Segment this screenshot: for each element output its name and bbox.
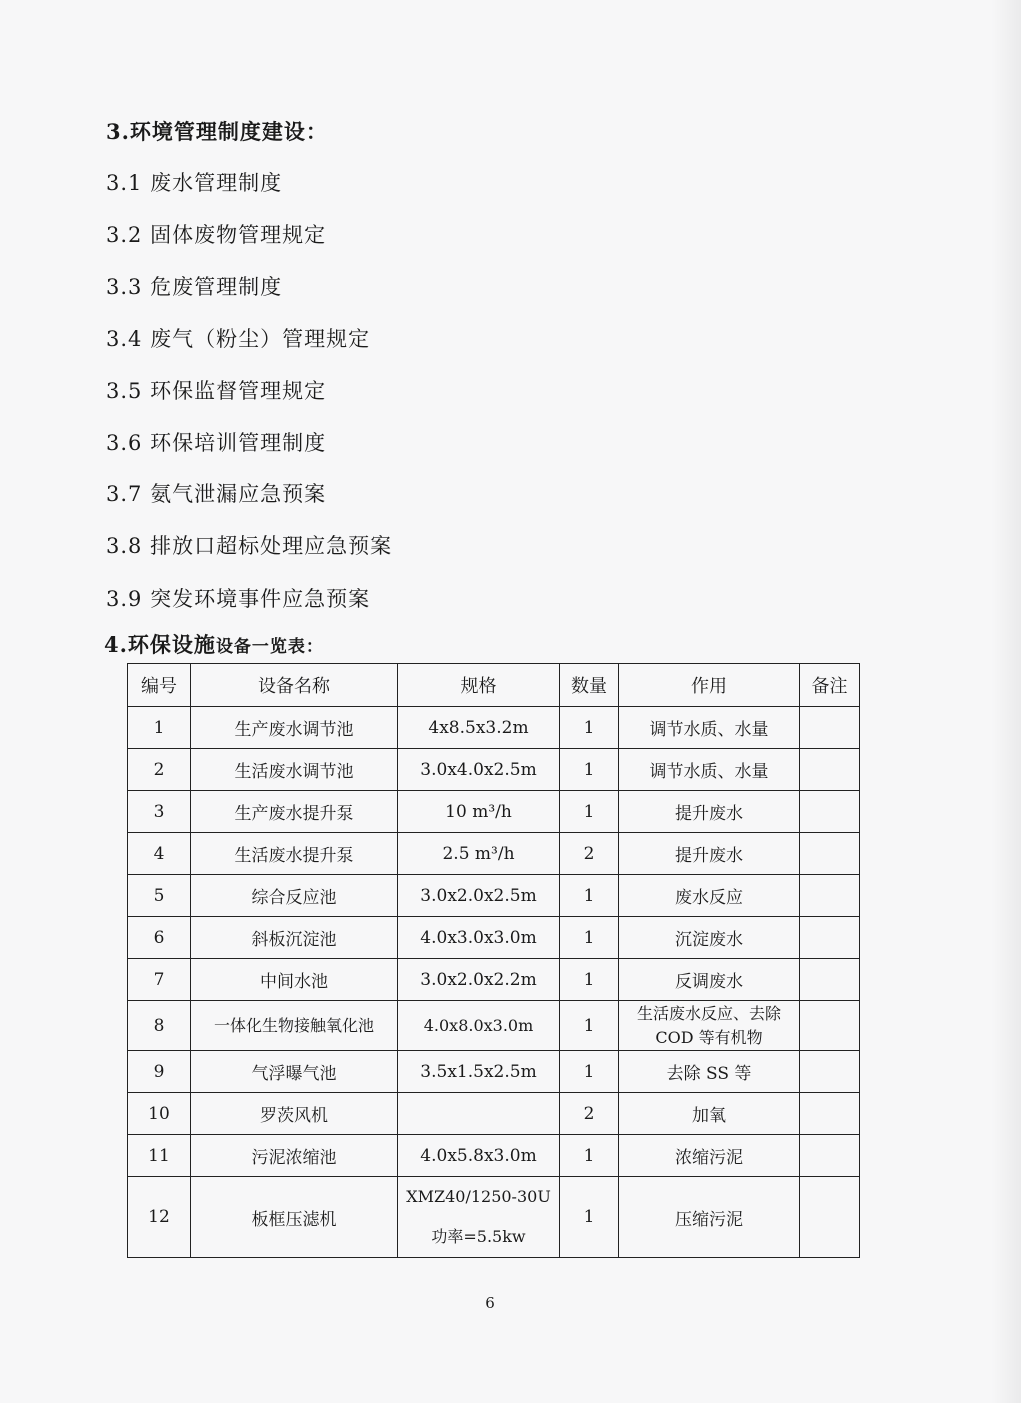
cell-spec: 3.0x4.0x2.5m bbox=[398, 749, 560, 791]
cell-spec bbox=[398, 1093, 560, 1135]
cell-no: 1 bbox=[128, 707, 191, 749]
cell-use: 调节水质、水量 bbox=[619, 707, 800, 749]
table-row bbox=[128, 833, 860, 875]
page-number: 6 bbox=[485, 1294, 495, 1312]
cell-use-line: COD 等有机物 bbox=[655, 1027, 763, 1047]
cell-note bbox=[800, 1093, 860, 1135]
cell-note bbox=[800, 917, 860, 959]
policy-item: 3.3 危废管理制度 bbox=[106, 275, 283, 299]
scan-edge-shadow bbox=[991, 0, 1021, 1403]
cell-use-line: 生活废水反应、去除 bbox=[636, 1003, 781, 1023]
table-row bbox=[128, 875, 860, 917]
cell-use: 提升废水 bbox=[619, 791, 800, 833]
cell-spec: 3.0x2.0x2.5m bbox=[398, 875, 560, 917]
cell-qty: 1 bbox=[560, 791, 619, 833]
table-row bbox=[128, 1093, 860, 1135]
cell-use bbox=[619, 1001, 800, 1051]
cell-qty: 2 bbox=[560, 1093, 619, 1135]
header-cell: 编号 bbox=[128, 664, 191, 707]
cell-note bbox=[800, 707, 860, 749]
section-3-heading: 3.环境管理制度建设： bbox=[106, 119, 328, 144]
cell-note bbox=[800, 1135, 860, 1177]
table-row bbox=[128, 1051, 860, 1093]
cell-use: 沉淀废水 bbox=[619, 917, 800, 959]
policy-item: 3.5 环保监督管理规定 bbox=[106, 379, 327, 403]
cell-name: 污泥浓缩池 bbox=[191, 1135, 398, 1177]
policy-item: 3.7 氨气泄漏应急预案 bbox=[106, 482, 327, 506]
cell-spec: 4.0x5.8x3.0m bbox=[398, 1135, 560, 1177]
cell-use: 提升废水 bbox=[619, 833, 800, 875]
cell-no: 10 bbox=[128, 1093, 191, 1135]
cell-spec: 4.0x8.0x3.0m bbox=[398, 1001, 560, 1051]
table-row bbox=[128, 749, 860, 791]
policy-item: 3.2 固体废物管理规定 bbox=[106, 223, 327, 247]
cell-name: 一体化生物接触氧化池 bbox=[191, 1001, 398, 1051]
header-cell: 备注 bbox=[800, 664, 860, 707]
cell-name: 综合反应池 bbox=[191, 875, 398, 917]
cell-use: 反调废水 bbox=[619, 959, 800, 1001]
cell-no: 4 bbox=[128, 833, 191, 875]
cell-no: 11 bbox=[128, 1135, 191, 1177]
cell-spec bbox=[398, 1177, 560, 1258]
header-cell: 数量 bbox=[560, 664, 619, 707]
cell-qty: 1 bbox=[560, 1135, 619, 1177]
policy-item: 3.9 突发环境事件应急预案 bbox=[106, 587, 371, 611]
cell-spec: 4.0x3.0x3.0m bbox=[398, 917, 560, 959]
cell-spec-line: 功率=5.5kw bbox=[431, 1227, 526, 1246]
cell-spec: 2.5 m³/h bbox=[398, 833, 560, 875]
cell-name: 罗茨风机 bbox=[191, 1093, 398, 1135]
equipment-table bbox=[127, 663, 860, 1258]
cell-spec: 3.0x2.0x2.2m bbox=[398, 959, 560, 1001]
cell-no: 2 bbox=[128, 749, 191, 791]
table-row bbox=[128, 707, 860, 749]
table-row bbox=[128, 959, 860, 1001]
cell-qty: 1 bbox=[560, 1177, 619, 1258]
cell-no: 9 bbox=[128, 1051, 191, 1093]
cell-name: 中间水池 bbox=[191, 959, 398, 1001]
cell-qty: 2 bbox=[560, 833, 619, 875]
cell-use: 加氧 bbox=[619, 1093, 800, 1135]
section-4-title: 4.环保设施 bbox=[104, 632, 216, 657]
header-cell: 规格 bbox=[398, 664, 560, 707]
cell-name: 气浮曝气池 bbox=[191, 1051, 398, 1093]
cell-name: 斜板沉淀池 bbox=[191, 917, 398, 959]
cell-spec-line: XMZ40/1250-30U bbox=[406, 1187, 551, 1206]
cell-note bbox=[800, 1051, 860, 1093]
section-4-subtitle: 设备一览表： bbox=[215, 637, 324, 657]
cell-use: 废水反应 bbox=[619, 875, 800, 917]
policy-item: 3.6 环保培训管理制度 bbox=[106, 431, 327, 455]
cell-name: 生产废水调节池 bbox=[191, 707, 398, 749]
table-row bbox=[128, 791, 860, 833]
header-cell: 设备名称 bbox=[191, 664, 398, 707]
cell-note bbox=[800, 791, 860, 833]
cell-note bbox=[800, 749, 860, 791]
cell-qty: 1 bbox=[560, 917, 619, 959]
cell-name: 生活废水调节池 bbox=[191, 749, 398, 791]
cell-use: 浓缩污泥 bbox=[619, 1135, 800, 1177]
cell-use: 压缩污泥 bbox=[619, 1177, 800, 1258]
table-header-row bbox=[128, 664, 860, 707]
cell-qty: 1 bbox=[560, 1001, 619, 1051]
table-row bbox=[128, 1177, 860, 1258]
policy-item: 3.1 废水管理制度 bbox=[106, 171, 283, 195]
cell-note bbox=[800, 1177, 860, 1258]
cell-use: 调节水质、水量 bbox=[619, 749, 800, 791]
cell-name: 生产废水提升泵 bbox=[191, 791, 398, 833]
cell-qty: 1 bbox=[560, 707, 619, 749]
cell-note bbox=[800, 833, 860, 875]
cell-spec: 3.5x1.5x2.5m bbox=[398, 1051, 560, 1093]
cell-no: 5 bbox=[128, 875, 191, 917]
policy-item: 3.4 废气（粉尘）管理规定 bbox=[106, 327, 371, 351]
cell-use: 去除 SS 等 bbox=[619, 1051, 800, 1093]
policy-item: 3.8 排放口超标处理应急预案 bbox=[106, 534, 393, 558]
cell-qty: 1 bbox=[560, 875, 619, 917]
cell-note bbox=[800, 959, 860, 1001]
cell-no: 6 bbox=[128, 917, 191, 959]
cell-qty: 1 bbox=[560, 1051, 619, 1093]
table-row bbox=[128, 1001, 860, 1051]
cell-note bbox=[800, 875, 860, 917]
cell-qty: 1 bbox=[560, 749, 619, 791]
cell-spec: 4x8.5x3.2m bbox=[398, 707, 560, 749]
cell-no: 3 bbox=[128, 791, 191, 833]
cell-spec: 10 m³/h bbox=[398, 791, 560, 833]
cell-no: 7 bbox=[128, 959, 191, 1001]
cell-name: 板框压滤机 bbox=[191, 1177, 398, 1258]
cell-qty: 1 bbox=[560, 959, 619, 1001]
table-row bbox=[128, 1135, 860, 1177]
cell-name: 生活废水提升泵 bbox=[191, 833, 398, 875]
cell-note bbox=[800, 1001, 860, 1051]
section-4-heading bbox=[104, 629, 324, 659]
cell-no: 12 bbox=[128, 1177, 191, 1258]
header-cell: 作用 bbox=[619, 664, 800, 707]
table-row bbox=[128, 917, 860, 959]
cell-no: 8 bbox=[128, 1001, 191, 1051]
